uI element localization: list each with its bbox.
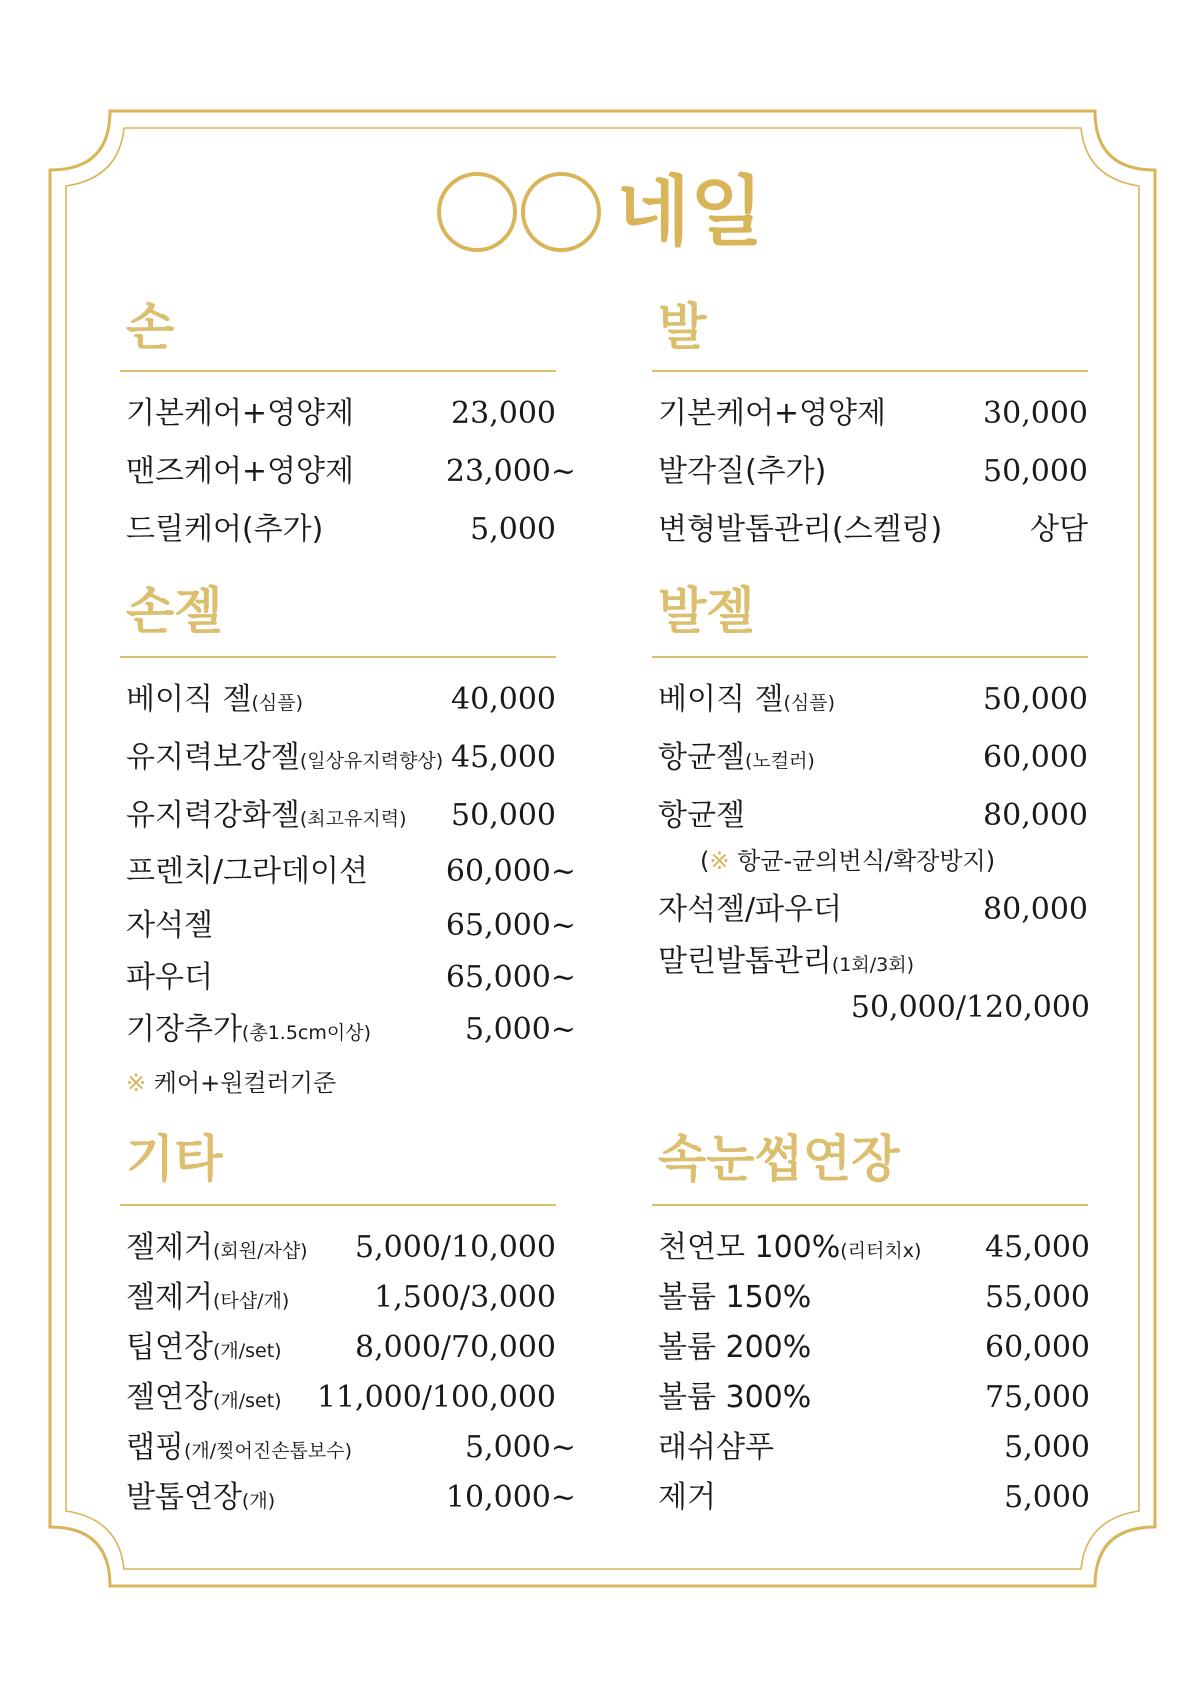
item-label: 발톱연장(개) <box>126 1480 276 1515</box>
item-note: (개) <box>241 1490 276 1512</box>
item-label: 기본케어+영양제 <box>658 396 886 431</box>
item-price: 50,000 <box>983 682 1088 717</box>
item-label: 볼륨 200% <box>658 1330 812 1365</box>
price-row <box>126 392 556 436</box>
price-row <box>126 1226 556 1270</box>
item-note: (1회/3회) <box>831 954 915 976</box>
item-label: 파우더 <box>126 960 213 995</box>
section-divider <box>652 656 1088 658</box>
item-price: 65,000~ <box>445 960 576 995</box>
section-divider <box>120 1204 556 1206</box>
circle-icon <box>437 172 517 252</box>
item-price: 5,000 <box>1004 1430 1090 1465</box>
item-price: 65,000~ <box>445 908 576 943</box>
item-price: 5,000 <box>1004 1480 1090 1515</box>
item-price: 5,000 <box>470 512 556 547</box>
section-title-etc: 기타 <box>126 1130 223 1188</box>
item-label: 볼륨 150% <box>658 1280 812 1315</box>
item-label: 항균젤(노컬러) <box>658 740 815 775</box>
item-label: 기본케어+영양제 <box>126 396 354 431</box>
reference-mark-icon: ※ <box>126 1069 147 1097</box>
item-price: 60,000~ <box>445 854 576 889</box>
price-row <box>126 1376 556 1420</box>
item-price: 1,500/3,000 <box>374 1280 556 1315</box>
item-price: 10,000~ <box>445 1480 576 1515</box>
item-label: 베이직 젤(심플) <box>658 682 836 717</box>
note-paren: ( <box>700 847 710 875</box>
item-note: (최고유지력) <box>299 808 407 830</box>
item-note: (심플) <box>783 692 836 714</box>
shop-name: 네일 <box>616 167 764 256</box>
item-label: 항균젤 <box>658 798 745 833</box>
price-row <box>126 1426 576 1470</box>
price-row <box>126 1276 556 1320</box>
item-label: 유지력강화젤(최고유지력) <box>126 798 407 833</box>
price-row <box>126 508 556 552</box>
item-label: 래쉬샴푸 <box>658 1430 774 1465</box>
item-note: (리터치x) <box>840 1240 922 1262</box>
item-note: (개/set) <box>212 1390 282 1412</box>
item-price: 5,000/10,000 <box>355 1230 556 1265</box>
item-note: (개/찢어진손톱보수) <box>183 1440 353 1462</box>
item-label: 맨즈케어+영양제 <box>126 454 354 489</box>
item-price: 60,000 <box>983 740 1088 775</box>
item-price: 5,000~ <box>464 1430 576 1465</box>
price-row <box>658 392 1088 436</box>
price-row <box>658 888 1088 932</box>
price-row <box>658 450 1088 494</box>
section-title-foot-gel: 발젤 <box>658 582 755 640</box>
price-row <box>126 678 556 722</box>
item-price: 5,000~ <box>464 1012 576 1047</box>
item-label: 자석젤/파우더 <box>658 892 842 927</box>
item-note: (일상유지력향상) <box>299 750 444 772</box>
section-divider <box>120 370 556 372</box>
note-text: 항균-균의번식/확장방지) <box>737 847 996 875</box>
item-price: 40,000 <box>451 682 556 717</box>
hand-gel-note <box>126 1066 336 1100</box>
item-price: 50,000/120,000 <box>850 990 1090 1025</box>
price-row <box>658 1426 1090 1470</box>
item-label: 프렌치/그라데이션 <box>126 854 368 889</box>
price-row <box>658 1376 1090 1420</box>
item-label: 유지력보강젤(일상유지력향상) <box>126 740 444 775</box>
item-price: 8,000/70,000 <box>355 1330 556 1365</box>
item-label: 제거 <box>658 1480 716 1515</box>
reference-mark-icon: ※ <box>709 847 730 875</box>
item-price: 30,000 <box>983 396 1088 431</box>
section-divider <box>652 370 1088 372</box>
item-note: (회원/자샵) <box>212 1240 308 1262</box>
item-price: 상담 <box>1030 512 1088 547</box>
price-row <box>126 1326 556 1370</box>
item-note: (타샵/개) <box>212 1290 290 1312</box>
item-price: 11,000/100,000 <box>316 1380 556 1415</box>
item-note: (개/set) <box>212 1340 282 1362</box>
item-note: (노컬러) <box>744 750 815 772</box>
section-title-lash: 속눈썹연장 <box>658 1130 900 1188</box>
section-title-foot: 발 <box>658 298 707 356</box>
item-price: 50,000 <box>451 798 556 833</box>
price-row <box>658 1326 1090 1370</box>
item-price: 23,000 <box>451 396 556 431</box>
price-row <box>658 1476 1090 1520</box>
item-price: 23,000~ <box>445 454 576 489</box>
item-label: 젤연장(개/set) <box>126 1380 282 1415</box>
price-row <box>658 794 1088 838</box>
item-price: 80,000 <box>983 798 1088 833</box>
section-title-hand-gel: 손젤 <box>126 582 223 640</box>
item-price: 55,000 <box>985 1280 1090 1315</box>
item-note: (심플) <box>251 692 304 714</box>
item-price: 45,000 <box>451 740 556 775</box>
price-row <box>126 850 576 894</box>
price-row <box>126 794 556 838</box>
price-row <box>126 956 576 1000</box>
price-row <box>658 1276 1090 1320</box>
price-row <box>658 508 1088 552</box>
item-label: 팁연장(개/set) <box>126 1330 282 1365</box>
shop-title <box>0 167 1200 256</box>
item-price: 75,000 <box>985 1380 1090 1415</box>
item-price: 60,000 <box>985 1330 1090 1365</box>
item-label: 말린발톱관리(1회/3회) <box>658 944 915 979</box>
item-price: 45,000 <box>985 1230 1090 1265</box>
item-price: 50,000 <box>983 454 1088 489</box>
item-label: 자석젤 <box>126 908 213 943</box>
item-label: 젤제거(타샵/개) <box>126 1280 290 1315</box>
item-label: 랩핑(개/찢어진손톱보수) <box>126 1430 353 1465</box>
circle-icon <box>521 172 601 252</box>
price-row <box>126 736 556 780</box>
section-title-hand: 손 <box>126 298 175 356</box>
price-row-extra <box>658 986 1090 1030</box>
price-row <box>658 940 1088 984</box>
item-label: 볼륨 300% <box>658 1380 812 1415</box>
foot-gel-note <box>700 844 995 878</box>
price-row <box>658 678 1088 722</box>
price-row <box>658 1226 1090 1270</box>
item-label: 베이직 젤(심플) <box>126 682 304 717</box>
item-label: 기장추가(총1.5cm이상) <box>126 1012 371 1047</box>
item-label: 천연모 100%(리터치x) <box>658 1230 922 1265</box>
item-price: 80,000 <box>983 892 1088 927</box>
price-row <box>126 904 576 948</box>
section-divider <box>120 656 556 658</box>
note-text: 케어+원컬러기준 <box>153 1069 337 1097</box>
item-note: (총1.5cm이상) <box>241 1022 371 1044</box>
item-label: 드릴케어(추가) <box>126 512 324 547</box>
item-label: 변형발톱관리(스켈링) <box>658 512 943 547</box>
item-label: 젤제거(회원/자샵) <box>126 1230 308 1265</box>
item-label: 발각질(추가) <box>658 454 827 489</box>
price-row <box>126 450 576 494</box>
price-row <box>658 736 1088 780</box>
price-row <box>126 1008 576 1052</box>
title-circles <box>437 172 605 252</box>
price-row <box>126 1476 576 1520</box>
section-divider <box>652 1204 1088 1206</box>
